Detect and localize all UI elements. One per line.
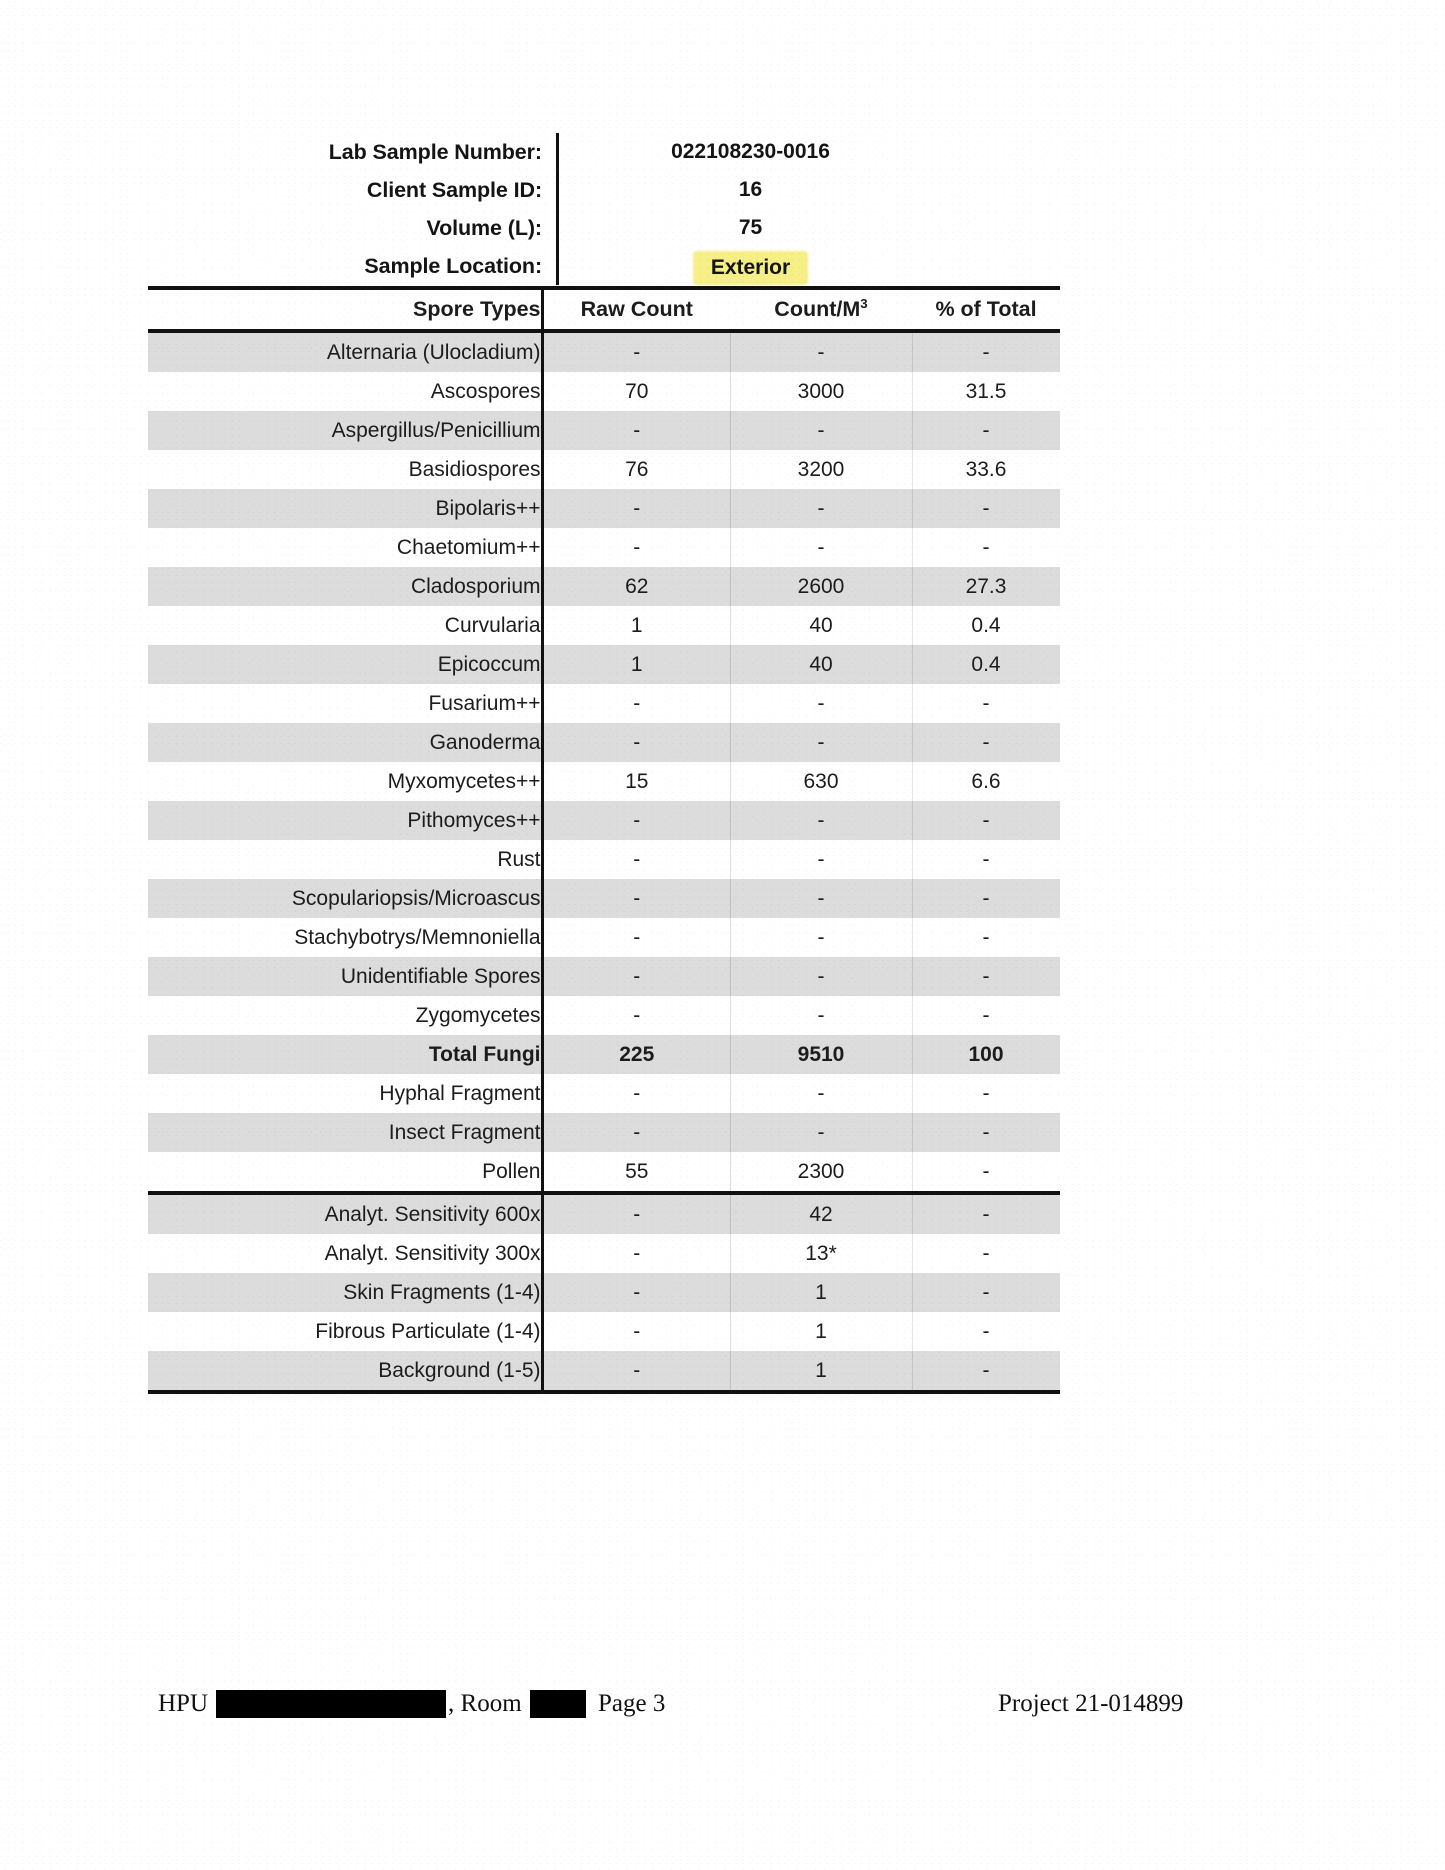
cell-count-per-m3: 42	[730, 1193, 912, 1234]
cell-raw-count: -	[542, 1193, 730, 1234]
table-row	[148, 372, 1060, 411]
cell-count-per-m3: -	[730, 957, 912, 996]
cell-percent-of-total: -	[912, 1152, 1060, 1193]
column-header-count-per-m3	[730, 288, 912, 331]
cell-spore-type: Stachybotrys/Memnoniella	[148, 918, 542, 957]
cell-percent-of-total: -	[912, 1234, 1060, 1273]
table-row	[148, 918, 1060, 957]
cell-raw-count: -	[542, 723, 730, 762]
table-row	[148, 331, 1060, 372]
cell-spore-type: Zygomycetes	[148, 996, 542, 1035]
count-per-m3-text: Count/M	[774, 297, 861, 322]
footer-prefix: HPU	[158, 1690, 209, 1717]
table-row	[148, 1152, 1060, 1193]
cell-percent-of-total: -	[912, 879, 1060, 918]
cell-count-per-m3: 13*	[730, 1234, 912, 1273]
cell-percent-of-total: -	[912, 957, 1060, 996]
table-row	[148, 1113, 1060, 1152]
cell-count-per-m3: -	[730, 331, 912, 372]
cell-percent-of-total: -	[912, 723, 1060, 762]
cell-raw-count: -	[542, 411, 730, 450]
cell-percent-of-total: -	[912, 1312, 1060, 1351]
cell-count-per-m3: 3200	[730, 450, 912, 489]
redaction-bar-building	[216, 1690, 446, 1718]
cell-count-per-m3: 2300	[730, 1152, 912, 1193]
cell-count-per-m3: -	[730, 411, 912, 450]
cell-count-per-m3: 1	[730, 1273, 912, 1312]
cell-spore-type: Background (1-5)	[148, 1351, 542, 1392]
table-row	[148, 1035, 1060, 1074]
table-row	[148, 1312, 1060, 1351]
cell-raw-count: -	[542, 489, 730, 528]
column-header-spore-types: Spore Types	[148, 288, 542, 331]
cell-percent-of-total: -	[912, 1074, 1060, 1113]
cell-spore-type: Curvularia	[148, 606, 542, 645]
cell-raw-count: -	[542, 528, 730, 567]
redaction-bar-room	[530, 1690, 586, 1718]
cell-percent-of-total: 0.4	[912, 645, 1060, 684]
table-row	[148, 840, 1060, 879]
cell-count-per-m3: -	[730, 879, 912, 918]
cell-raw-count: -	[542, 1351, 730, 1392]
cell-spore-type: Chaetomium++	[148, 528, 542, 567]
cell-spore-type: Scopulariopsis/Microascus	[148, 879, 542, 918]
cell-count-per-m3: -	[730, 528, 912, 567]
footer-location	[158, 1690, 586, 1718]
cell-raw-count: -	[542, 879, 730, 918]
table-row	[148, 411, 1060, 450]
table-row	[148, 450, 1060, 489]
cell-count-per-m3: 2600	[730, 567, 912, 606]
cell-spore-type: Rust	[148, 840, 542, 879]
cell-spore-type: Analyt. Sensitivity 300x	[148, 1234, 542, 1273]
cell-spore-type: Fibrous Particulate (1-4)	[148, 1312, 542, 1351]
table-row	[148, 996, 1060, 1035]
page-footer	[148, 1690, 1308, 1730]
cell-percent-of-total: -	[912, 996, 1060, 1035]
table-row	[148, 957, 1060, 996]
cell-count-per-m3: 40	[730, 645, 912, 684]
cell-percent-of-total: -	[912, 331, 1060, 372]
table-header	[148, 288, 1060, 331]
column-header-percent-of-total: % of Total	[912, 288, 1060, 331]
cell-count-per-m3: -	[730, 801, 912, 840]
cell-count-per-m3: -	[730, 1113, 912, 1152]
header-row-volume	[148, 209, 1060, 247]
cell-percent-of-total: 31.5	[912, 372, 1060, 411]
cell-count-per-m3: 630	[730, 762, 912, 801]
cell-count-per-m3: 40	[730, 606, 912, 645]
cell-spore-type: Hyphal Fragment	[148, 1074, 542, 1113]
cell-spore-type: Pollen	[148, 1152, 542, 1193]
cell-raw-count: -	[542, 1234, 730, 1273]
cell-raw-count: -	[542, 801, 730, 840]
cell-spore-type: Analyt. Sensitivity 600x	[148, 1193, 542, 1234]
table-row	[148, 1273, 1060, 1312]
table-row	[148, 801, 1060, 840]
client-sample-id-label: Client Sample ID:	[366, 177, 542, 202]
cell-spore-type: Myxomycetes++	[148, 762, 542, 801]
cell-raw-count: -	[542, 1273, 730, 1312]
table-body	[148, 331, 1060, 1392]
cell-percent-of-total: 6.6	[912, 762, 1060, 801]
cell-raw-count: 76	[542, 450, 730, 489]
cell-spore-type: Insect Fragment	[148, 1113, 542, 1152]
cell-count-per-m3: -	[730, 840, 912, 879]
cell-raw-count: -	[542, 918, 730, 957]
cell-raw-count: 1	[542, 606, 730, 645]
cell-count-per-m3: 1	[730, 1312, 912, 1351]
cell-raw-count: 55	[542, 1152, 730, 1193]
cell-count-per-m3: -	[730, 918, 912, 957]
sample-location-label: Sample Location:	[364, 253, 542, 278]
cell-count-per-m3: -	[730, 489, 912, 528]
cell-percent-of-total: 27.3	[912, 567, 1060, 606]
count-per-m3-exponent: 3	[860, 296, 868, 312]
cell-spore-type: Alternaria (Ulocladium)	[148, 331, 542, 372]
cell-percent-of-total: -	[912, 489, 1060, 528]
cell-raw-count: -	[542, 684, 730, 723]
table-row	[148, 1234, 1060, 1273]
table-row	[148, 489, 1060, 528]
cell-percent-of-total: -	[912, 1273, 1060, 1312]
cell-spore-type: Bipolaris++	[148, 489, 542, 528]
lab-sample-number-value: 022108230-0016	[671, 140, 830, 163]
cell-raw-count: -	[542, 1113, 730, 1152]
header-row-lab-sample-number	[148, 133, 1060, 171]
lab-sample-number-label: Lab Sample Number:	[328, 139, 542, 164]
cell-spore-type: Basidiospores	[148, 450, 542, 489]
footer-room-label: , Room	[448, 1690, 522, 1717]
cell-count-per-m3: -	[730, 684, 912, 723]
cell-count-per-m3: 9510	[730, 1035, 912, 1074]
cell-spore-type: Pithomyces++	[148, 801, 542, 840]
cell-spore-type: Ganoderma	[148, 723, 542, 762]
cell-spore-type: Ascospores	[148, 372, 542, 411]
table-row	[148, 567, 1060, 606]
header-row-client-sample-id	[148, 171, 1060, 209]
cell-spore-type: Skin Fragments (1-4)	[148, 1273, 542, 1312]
client-sample-id-value: 16	[738, 178, 763, 201]
cell-raw-count: 15	[542, 762, 730, 801]
footer-page-number: Page 3	[598, 1690, 666, 1717]
cell-percent-of-total: -	[912, 1351, 1060, 1392]
cell-raw-count: 1	[542, 645, 730, 684]
sample-header	[148, 133, 1060, 285]
spore-results-table	[148, 286, 1060, 1394]
cell-count-per-m3: 1	[730, 1351, 912, 1392]
cell-raw-count: -	[542, 1312, 730, 1351]
cell-percent-of-total: -	[912, 684, 1060, 723]
table-row	[148, 879, 1060, 918]
table-row	[148, 762, 1060, 801]
sample-location-value: Exterior	[695, 253, 806, 283]
cell-percent-of-total: -	[912, 1113, 1060, 1152]
cell-count-per-m3: -	[730, 1074, 912, 1113]
header-row-sample-location	[148, 247, 1060, 285]
cell-raw-count: 70	[542, 372, 730, 411]
cell-count-per-m3: 3000	[730, 372, 912, 411]
table-row	[148, 723, 1060, 762]
cell-raw-count: 225	[542, 1035, 730, 1074]
volume-value: 75	[738, 216, 763, 239]
cell-percent-of-total: -	[912, 528, 1060, 567]
table-row	[148, 645, 1060, 684]
table-row	[148, 528, 1060, 567]
cell-count-per-m3: -	[730, 723, 912, 762]
table-row	[148, 1351, 1060, 1392]
volume-label: Volume (L):	[426, 215, 542, 240]
table-row	[148, 684, 1060, 723]
cell-raw-count: -	[542, 331, 730, 372]
cell-raw-count: -	[542, 840, 730, 879]
column-header-raw-count: Raw Count	[542, 288, 730, 331]
cell-percent-of-total: -	[912, 801, 1060, 840]
footer-project-number: Project 21-014899	[998, 1690, 1184, 1717]
cell-spore-type: Unidentifiable Spores	[148, 957, 542, 996]
cell-spore-type: Fusarium++	[148, 684, 542, 723]
cell-raw-count: 62	[542, 567, 730, 606]
cell-raw-count: -	[542, 996, 730, 1035]
cell-percent-of-total: -	[912, 411, 1060, 450]
cell-percent-of-total: 33.6	[912, 450, 1060, 489]
cell-spore-type: Cladosporium	[148, 567, 542, 606]
table-row	[148, 1193, 1060, 1234]
cell-spore-type: Aspergillus/Penicillium	[148, 411, 542, 450]
table-row	[148, 606, 1060, 645]
cell-percent-of-total: 100	[912, 1035, 1060, 1074]
table-header-row	[148, 288, 1060, 331]
table-row	[148, 1074, 1060, 1113]
cell-spore-type: Epicoccum	[148, 645, 542, 684]
cell-raw-count: -	[542, 957, 730, 996]
sample-location-value-wrap	[559, 252, 1060, 280]
cell-percent-of-total: 0.4	[912, 606, 1060, 645]
cell-percent-of-total: -	[912, 918, 1060, 957]
cell-percent-of-total: -	[912, 840, 1060, 879]
cell-count-per-m3: -	[730, 996, 912, 1035]
cell-percent-of-total: -	[912, 1193, 1060, 1234]
cell-raw-count: -	[542, 1074, 730, 1113]
cell-spore-type: Total Fungi	[148, 1035, 542, 1074]
